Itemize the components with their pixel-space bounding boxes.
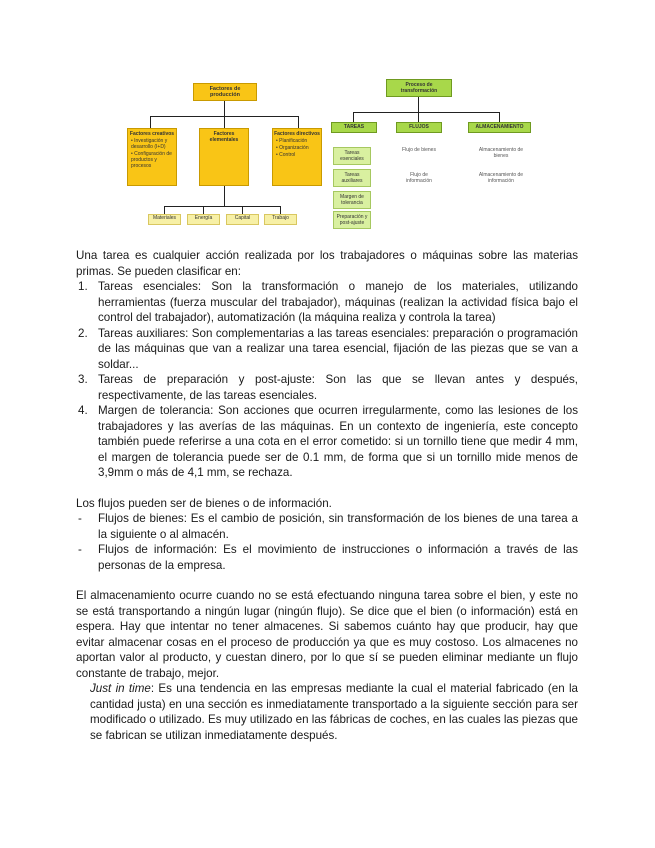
factores-elementales-box	[199, 128, 249, 186]
cat-tareas: TAREAS	[331, 122, 377, 133]
tarea-preparacion: Preparación y post-ajuste	[333, 211, 371, 229]
flujo-informacion: Flujo de información	[397, 172, 441, 188]
leaf-energia: Energía	[187, 214, 220, 225]
proceso-title-box	[386, 79, 452, 97]
jit-term: Just in time	[90, 682, 151, 695]
cat-flujos: FLUJOS	[396, 122, 442, 133]
proceso-title: Proceso de transformación	[400, 82, 438, 94]
factor-item: • Control	[276, 152, 296, 158]
flujo-bienes: Flujo de bienes	[397, 147, 441, 163]
list-item: 2. Tareas auxiliares: Son complementarias a las tareas esenciales: preparación o programación de las máquinas que van a realizar una tarea esencial, fijación de las piezas que se van a soldar...	[78, 326, 578, 371]
list-item: 4. Margen de tolerancia: Son acciones que ocurren irregularmente, como las lesiones de los trabajadores y las averías de las máquinas. En un contexto de ingeniería, este concepto también puede referirse a una cota en el error cometido: si un tornillo tiene que medir 4 mm, el margen de tolerancia puede ser de 0.1 mm, de forma que si un tornillo mide menos de 3,9mm o más de 4,1 mm, se rechaza.	[78, 404, 578, 479]
leaf-capital: Capital	[226, 214, 259, 225]
leaf-trabajo: Trabajo	[264, 214, 297, 225]
factor-item: • Investigación y desarrollo (I+D)	[131, 138, 168, 150]
tasks-list	[76, 279, 578, 481]
almac-informacion: Almacenamiento de información	[472, 172, 530, 188]
list-item: - Flujos de bienes: Es el cambio de posición, sin transformación de los bienes de una tarea a la siguiente o al almacén.	[78, 512, 578, 541]
factor-item: • Configuración de productos y procesos	[131, 151, 172, 169]
tarea-esenciales: Tareas esenciales	[333, 147, 371, 165]
factor-item: • Planificación	[276, 138, 308, 144]
factores-directivos-title: Factores directivos	[274, 131, 320, 137]
factores-title: Factores de producción	[209, 86, 241, 98]
leaf-materiales: Materiales	[148, 214, 181, 225]
almac-bienes: Almacenamiento de bienes	[472, 147, 530, 163]
jit-text: : Es una tendencia en las empresas mediante la cual el material fabricado (en la cantidad justa) en una sección es inmediatamente transportado a la siguiente sección para ser modificado o utilizado. Es muy utilizado en las fábricas de coches, en las cuales las piezas que se fabrican se utilizan inmediatamente después.	[90, 682, 578, 742]
flows-list	[76, 511, 578, 573]
factor-item: • Organización	[276, 145, 309, 151]
tarea-margen: Margen de tolerancia	[333, 191, 371, 209]
storage-paragraph: El almacenamiento ocurre cuando no se está efectuando ninguna tarea sobre el bien, y este no se está transportando a ningún lugar (ningún flujo). Se dice que el bien (o información) está en espera. Hay que intentar no tener almacenes. Si sabemos cuánto hay que producir, hay que evitar almacenar cosas en el proceso de producción ya que es muy costoso. Los almacenes no aportan valor al producto, y cuestan dinero, por lo que sí se pueden eliminar mediante un flujo constante de trabajo, mejor.	[76, 589, 578, 680]
factores-creativos-box	[127, 128, 177, 186]
tasks-intro: Una tarea es cualquier acción realizada por los trabajadores o máquinas sobre las materias primas. Se pueden clasificar en:	[76, 249, 578, 278]
list-item: 3. Tareas de preparación y post-ajuste: Son las que se llevan antes y después, respectivamente, de las tareas esenciales.	[78, 373, 578, 402]
factores-creativos-title: Factores creativos	[129, 131, 175, 137]
list-item: - Flujos de información: Es el movimiento de instrucciones o información a través de las personas de la empresa.	[78, 543, 578, 572]
factores-elementales-title: Factores elementales	[209, 131, 239, 143]
factores-directivos-box	[272, 128, 322, 186]
list-item: 1. Tareas esenciales: Son la transformación o manejo de los materiales, utilizando herramientas (fuerza muscular del trabajador), máquinas (realizan la actividad física bajo el control del trabajador), automatización (la máquina realiza y controla la tarea)	[78, 280, 578, 324]
body-text	[76, 248, 578, 743]
flows-intro: Los flujos pueden ser de bienes o de información.	[76, 496, 332, 510]
jit-paragraph	[76, 681, 578, 743]
factores-title-box	[193, 83, 257, 101]
cat-almacenamiento: ALMACENAMIENTO	[468, 122, 531, 133]
tarea-auxiliares: Tareas auxiliares	[333, 169, 371, 187]
